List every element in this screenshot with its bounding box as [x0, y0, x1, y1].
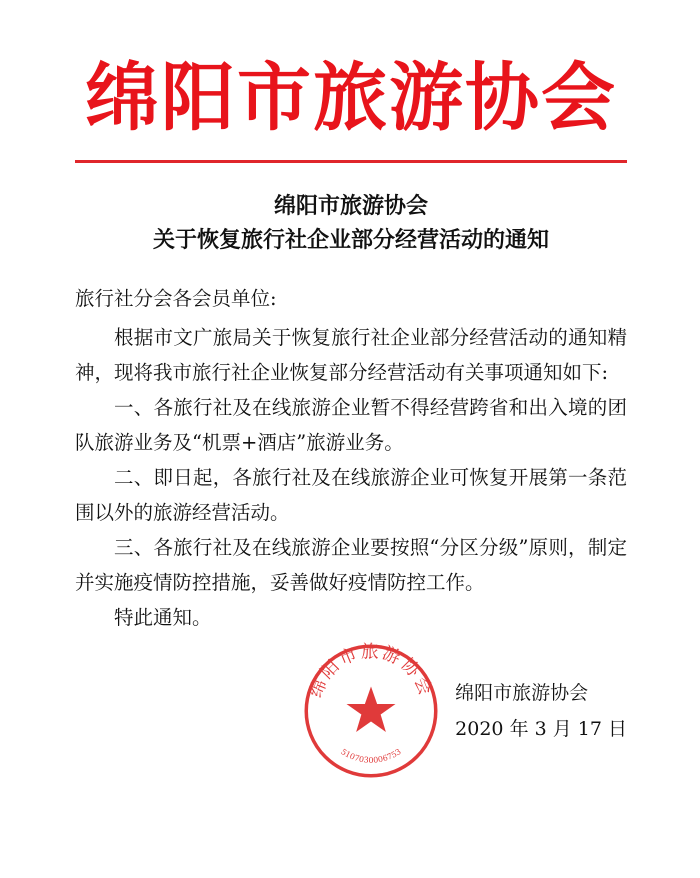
official-seal — [301, 641, 441, 781]
paragraph: 三、各旅行社及在线旅游企业要按照“分区分级”原则，制定并实施疫情防控措施，妥善做好疫情防控工作。 — [75, 536, 627, 594]
seal-text: 绵阳市旅游协会 — [306, 642, 436, 701]
salutation: 旅行社分会各会员单位: — [75, 287, 277, 310]
paragraph: 特此通知。 — [114, 606, 212, 629]
paragraph: 根据市文广旅局关于恢复旅行社企业部分经营活动的通知精神，现将我市旅行社企业恢复部分经营活动有关事项通知如下: — [75, 326, 627, 384]
signature-organization: 绵阳市旅游协会 — [455, 682, 589, 704]
seal-number: 5107030006753 — [339, 747, 403, 765]
star-icon — [347, 687, 396, 733]
paragraph: 二、即日起，各旅行社及在线旅游企业可恢复开展第一条范围以外的旅游经营活动。 — [75, 466, 627, 524]
paragraph: 一、各旅行社及在线旅游企业暂不得经营跨省和出入境的团队旅游业务及“机票+酒店”旅游业务。 — [75, 396, 627, 454]
document-title-line2: 关于恢复旅行社企业部分经营活动的通知 — [152, 227, 549, 253]
svg-text:5107030006753 — [339, 747, 402, 765]
masthead: 绵阳市旅游协会 — [85, 55, 617, 141]
signature-block — [455, 675, 627, 747]
document-body — [75, 281, 627, 635]
red-divider — [75, 160, 627, 163]
document-title-line1: 绵阳市旅游协会 — [273, 193, 428, 219]
closing-block — [75, 641, 627, 781]
signature-date: 2020 年 3 月 17 日 — [455, 718, 627, 740]
